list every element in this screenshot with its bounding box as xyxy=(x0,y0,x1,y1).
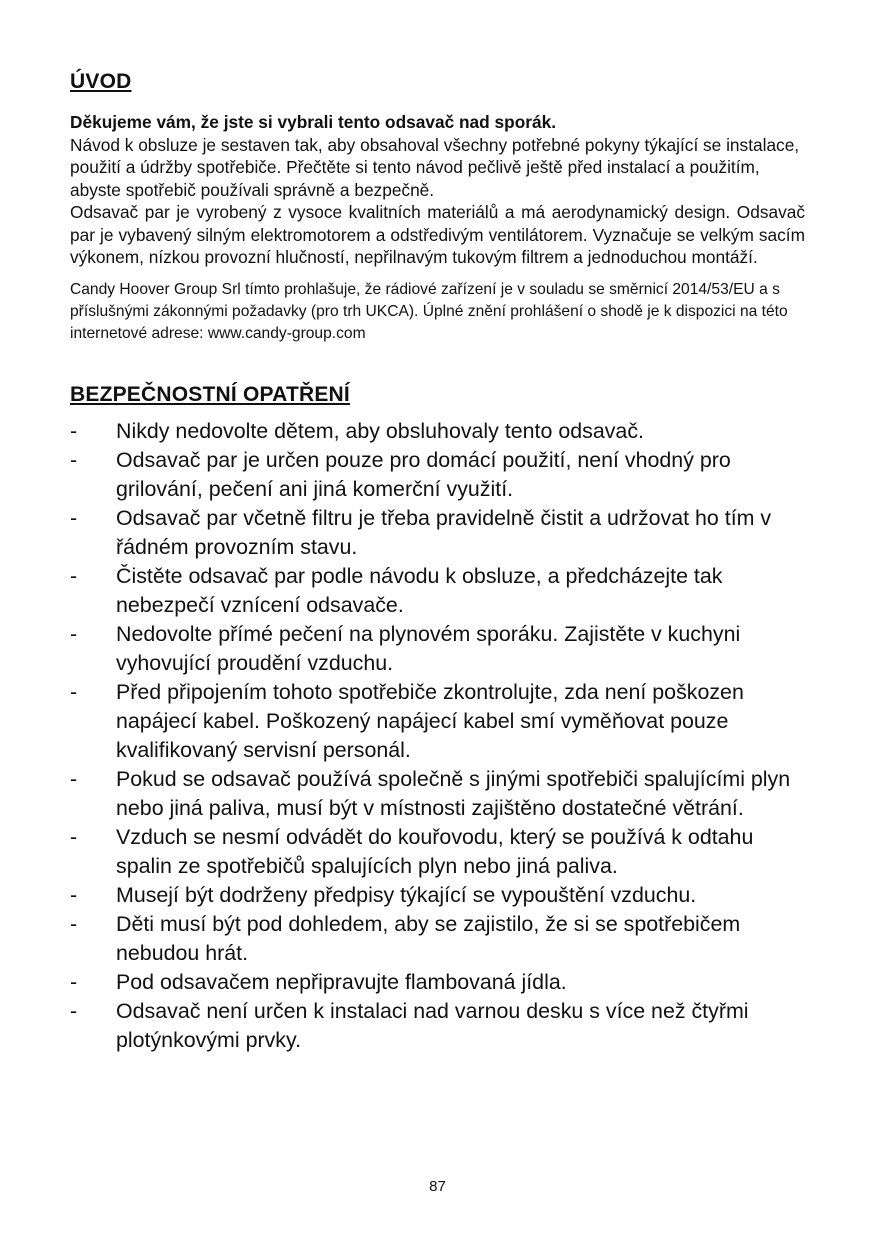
bullet-dash: - xyxy=(70,447,78,472)
safety-item xyxy=(70,881,805,910)
safety-item xyxy=(70,968,805,997)
safety-item-text: Nikdy nedovolte dětem, aby obsluhovaly tento odsavač. xyxy=(116,418,644,443)
safety-item xyxy=(70,620,805,678)
safety-item xyxy=(70,446,805,504)
bullet-dash: - xyxy=(70,563,78,588)
safety-item xyxy=(70,504,805,562)
safety-item-text: Musejí být dodrženy předpisy týkající se vypouštění vzduchu. xyxy=(116,882,697,907)
safety-item-text: Nedovolte přímé pečení na plynovém sporáku. Zajistěte v kuchyni vyhovující proudění vzduchu. xyxy=(116,621,741,675)
manual-page xyxy=(70,70,805,1055)
intro-section xyxy=(70,111,805,269)
bullet-dash: - xyxy=(70,911,78,936)
intro-heading: ÚVOD xyxy=(70,70,132,93)
bullet-dash: - xyxy=(70,766,78,791)
safety-heading: BEZPEČNOSTNÍ OPATŘENÍ xyxy=(70,382,350,406)
safety-item xyxy=(70,823,805,881)
safety-item-text: Děti musí být pod dohledem, aby se zajistilo, že si se spotřebičem nebudou hrát. xyxy=(116,911,741,965)
bullet-dash: - xyxy=(70,998,78,1023)
safety-item xyxy=(70,678,805,765)
safety-item xyxy=(70,417,805,446)
safety-item xyxy=(70,765,805,823)
safety-item-text: Čistěte odsavač par podle návodu k obsluze, a předcházejte tak nebezpečí vznícení odsavače. xyxy=(116,563,723,617)
safety-item-text: Pokud se odsavač používá společně s jinými spotřebiči spalujícími plyn nebo jiná paliva, musí být v místnosti zajištěno dostatečné větrání. xyxy=(116,766,791,820)
intro-paragraph-design: Odsavač par je vyrobený z vysoce kvalitních materiálů a má aerodynamický design. Odsavač par je vybavený silným elektromotorem a odstředivým ventilátorem. Vyznačuje se velkým sacím výkonem, nízkou provozní hlučností, nepřilnavým tukovým filtrem a jednoduchou montáží. xyxy=(70,202,805,267)
safety-item xyxy=(70,562,805,620)
safety-item xyxy=(70,910,805,968)
safety-item-text: Před připojením tohoto spotřebiče zkontrolujte, zda není poškozen napájecí kabel. Poškozený napájecí kabel smí vyměňovat pouze kvalifikovaný servisní personál. xyxy=(116,679,744,762)
conformity-declaration: Candy Hoover Group Srl tímto prohlašuje, že rádiové zařízení je v souladu se směrnicí 2014/53/EU a s příslušnými zákonnými požadavky (pro trh UKCA). Úplné znění prohlášení o shodě je k dispozici na této internetové adrese: www.candy-group.com xyxy=(70,280,788,342)
bullet-dash: - xyxy=(70,418,78,443)
bullet-dash: - xyxy=(70,679,78,704)
safety-item-text: Odsavač není určen k instalaci nad varnou desku s více než čtyřmi plotýnkovými prvky. xyxy=(116,998,749,1052)
bullet-dash: - xyxy=(70,505,78,530)
safety-item-text: Vzduch se nesmí odvádět do kouřovodu, který se používá k odtahu spalin ze spotřebičů spalujících plyn nebo jiná paliva. xyxy=(116,824,754,878)
safety-item-text: Odsavač par je určen pouze pro domácí použití, není vhodný pro grilování, pečení ani jiná komerční využití. xyxy=(116,447,731,501)
page-number: 87 xyxy=(429,1178,446,1195)
bullet-dash: - xyxy=(70,882,78,907)
safety-item-text: Odsavač par včetně filtru je třeba pravidelně čistit a udržovat ho tím v řádném provozním stavu. xyxy=(116,505,772,559)
safety-item xyxy=(70,997,805,1055)
intro-paragraph-usage: Návod k obsluze je sestaven tak, aby obsahoval všechny potřebné pokyny týkající se instalace, použití a údržby spotřebiče. Přečtěte si tento návod pečlivě ještě před instalací a použitím, abyste spotřebič používali správně a bezpečně. xyxy=(70,134,800,200)
safety-list xyxy=(70,417,805,1055)
bullet-dash: - xyxy=(70,824,78,849)
bullet-dash: - xyxy=(70,969,78,994)
safety-item-text: Pod odsavačem nepřipravujte flambovaná jídla. xyxy=(116,969,567,994)
intro-thanks: Děkujeme vám, že jste si vybrali tento odsavač nad sporák. xyxy=(70,112,557,132)
bullet-dash: - xyxy=(70,621,78,646)
